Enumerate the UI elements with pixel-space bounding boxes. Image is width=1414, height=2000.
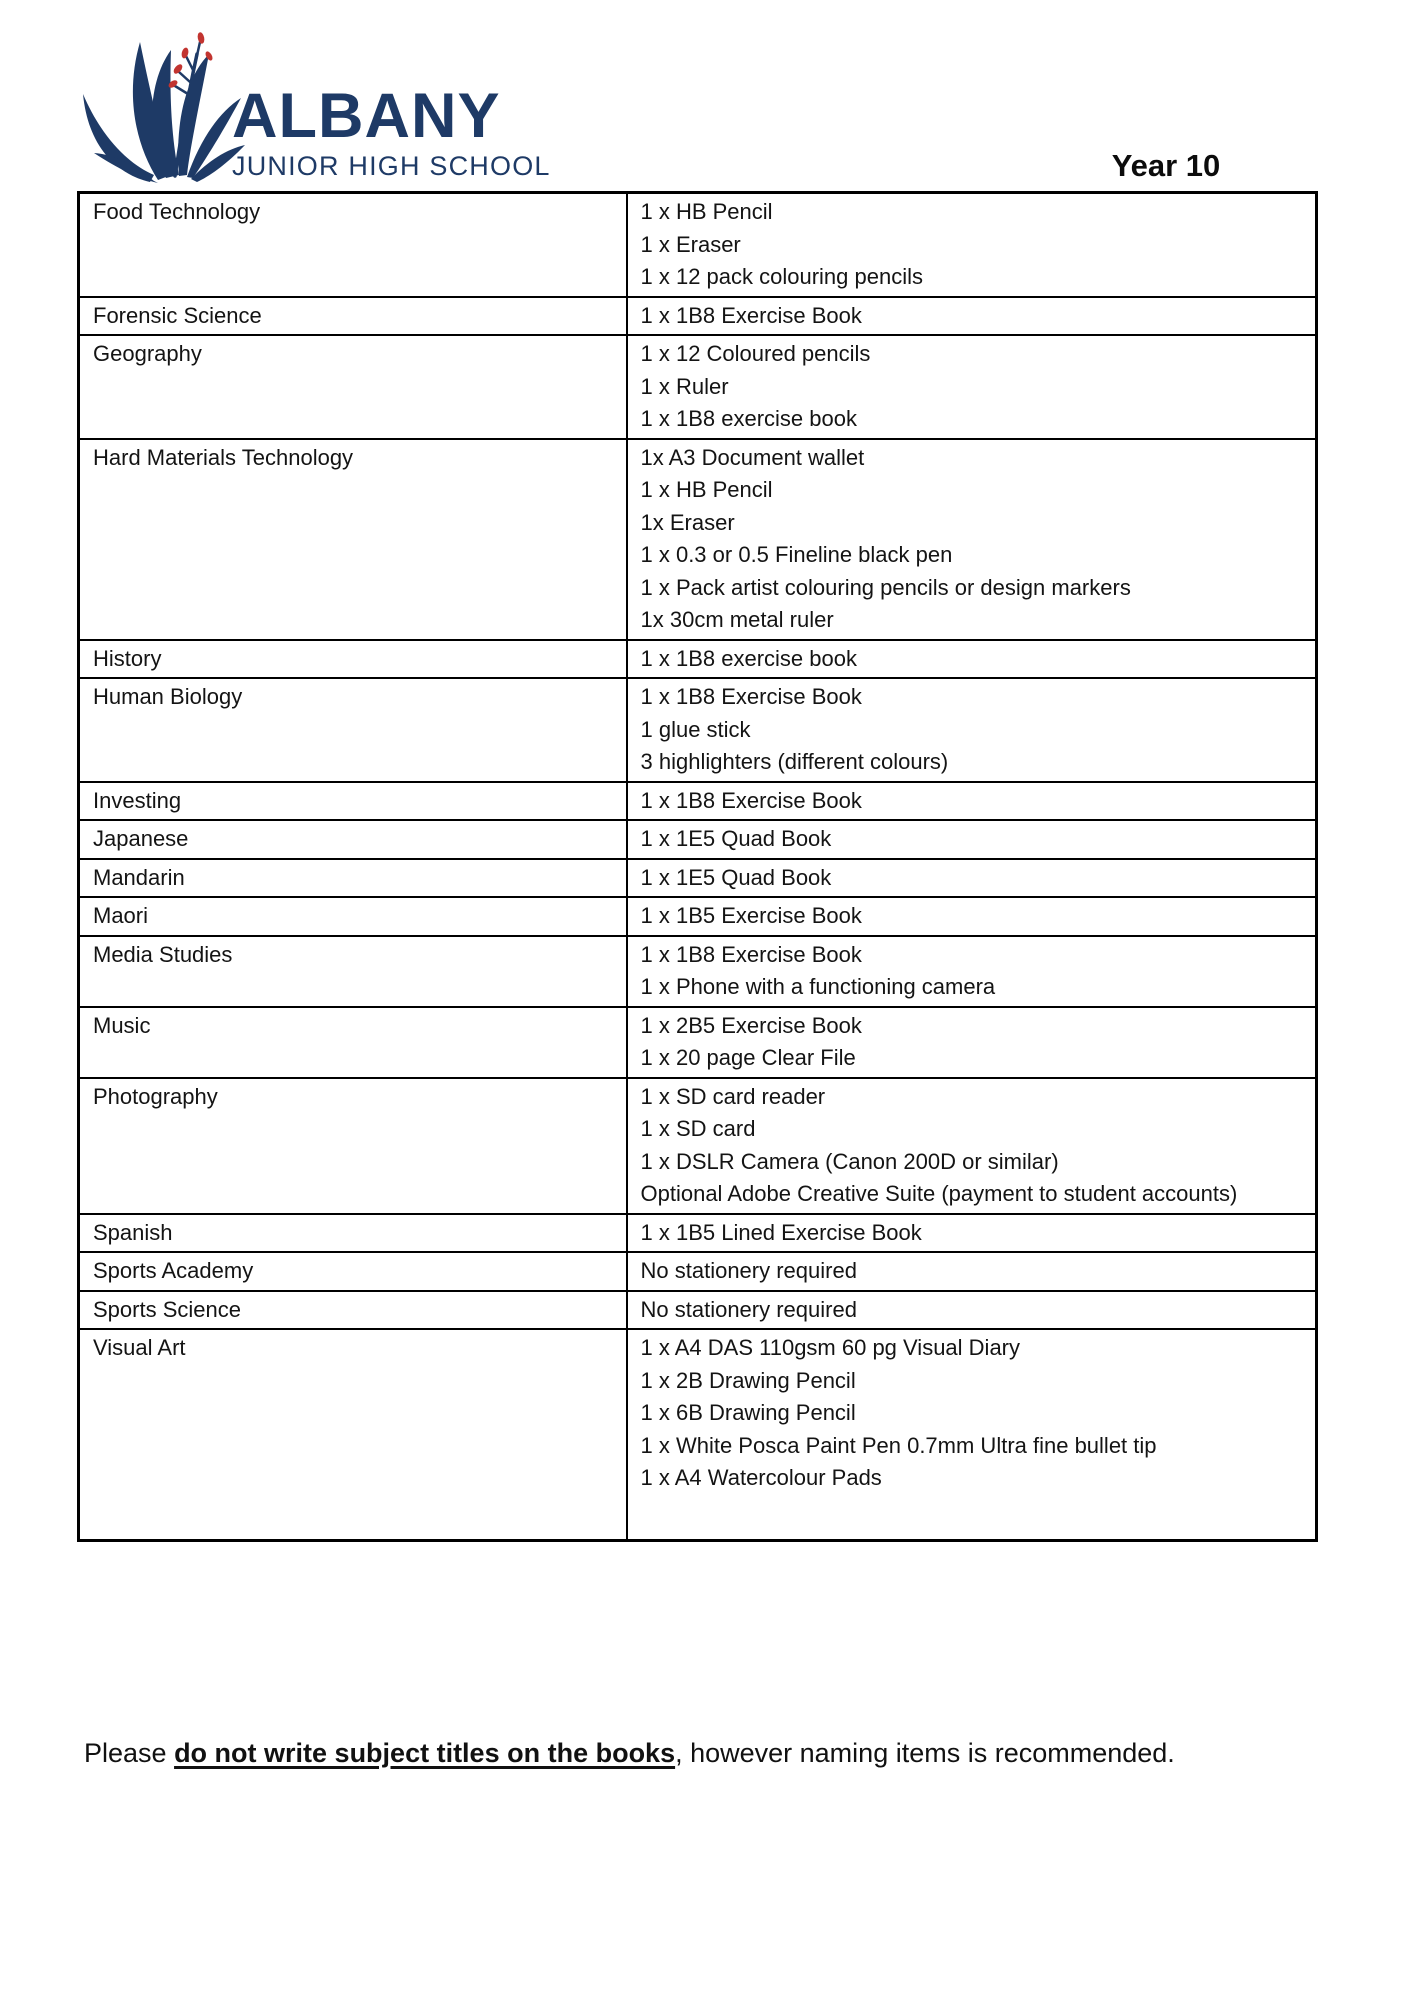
item-line: 1 x HB Pencil bbox=[640, 477, 773, 502]
items-cell bbox=[627, 859, 1317, 898]
subject-cell: Human Biology bbox=[79, 678, 627, 782]
subject-cell: Media Studies bbox=[79, 936, 627, 1007]
table-row bbox=[79, 335, 1317, 439]
item-line: 1 x DSLR Camera (Canon 200D or similar) bbox=[640, 1148, 1059, 1174]
item-line: 1 x 1E5 Quad Book bbox=[640, 826, 832, 851]
logo-subtitle: JUNIOR HIGH SCHOOL bbox=[232, 151, 551, 181]
item-line: 1x A3 Document wallet bbox=[640, 444, 865, 470]
item-line: 1 x Pack artist colouring pencils or design markers bbox=[640, 574, 1131, 600]
item-line: 1 x 1B8 exercise book bbox=[640, 645, 857, 671]
item-line: 3 highlighters (different colours) bbox=[640, 749, 949, 774]
items-cell bbox=[627, 1214, 1317, 1253]
table-row bbox=[79, 439, 1317, 640]
item-line: 1 x 1B8 exercise book bbox=[640, 406, 857, 431]
subject-cell: Spanish bbox=[79, 1214, 627, 1253]
items-cell bbox=[627, 1078, 1317, 1214]
subject-cell: Music bbox=[79, 1007, 627, 1078]
logo-title: ALBANY bbox=[232, 81, 501, 151]
table-row bbox=[79, 678, 1317, 782]
subject-cell: Visual Art bbox=[79, 1329, 627, 1540]
footer-note bbox=[84, 1736, 1364, 1771]
table-row bbox=[79, 859, 1317, 898]
items-cell bbox=[627, 193, 1317, 297]
table-row bbox=[79, 1214, 1317, 1253]
item-line: 1 x A4 DAS 110gsm 60 pg Visual Diary bbox=[640, 1335, 1020, 1360]
item-line: 1 x 1B8 Exercise Book bbox=[640, 941, 862, 967]
table-row bbox=[79, 640, 1317, 679]
items-cell bbox=[627, 820, 1317, 859]
item-line: 1 x 1B5 Exercise Book bbox=[640, 903, 862, 928]
items-cell bbox=[627, 936, 1317, 1007]
stationery-table bbox=[77, 191, 1318, 1542]
table-row bbox=[79, 193, 1317, 297]
year-label: Year 10 bbox=[1111, 148, 1221, 183]
table-row bbox=[79, 1007, 1317, 1078]
footer-suffix: , however naming items is recommended. bbox=[675, 1738, 1175, 1768]
item-line: 1 x HB Pencil bbox=[640, 199, 773, 224]
subject-cell: Food Technology bbox=[79, 193, 627, 297]
item-line: 1 x SD card reader bbox=[640, 1083, 826, 1109]
item-line: 1 x 2B Drawing Pencil bbox=[640, 1367, 856, 1393]
footer-emphasis: do not write subject titles on the books bbox=[174, 1738, 676, 1768]
items-cell bbox=[627, 782, 1317, 821]
items-cell bbox=[627, 1291, 1317, 1330]
item-line: 1 x 20 page Clear File bbox=[640, 1045, 856, 1070]
subject-cell: Sports Academy bbox=[79, 1252, 627, 1291]
table-row bbox=[79, 820, 1317, 859]
table-row bbox=[79, 1329, 1317, 1540]
item-line: 1 x A4 Watercolour Pads bbox=[640, 1465, 882, 1490]
items-cell bbox=[627, 1252, 1317, 1291]
item-line: 1 x 12 Coloured pencils bbox=[640, 341, 871, 366]
item-line: 1x 30cm metal ruler bbox=[640, 607, 834, 632]
table-row bbox=[79, 936, 1317, 1007]
item-line: 1 x Ruler bbox=[640, 373, 729, 399]
school-logo bbox=[78, 26, 551, 186]
items-cell bbox=[627, 439, 1317, 640]
table-row bbox=[79, 297, 1317, 336]
subject-cell: Photography bbox=[79, 1078, 627, 1214]
item-line: 1 glue stick bbox=[640, 716, 751, 742]
item-line: 1 x Phone with a functioning camera bbox=[640, 974, 996, 999]
table-row bbox=[79, 1078, 1317, 1214]
logo-text bbox=[232, 81, 551, 186]
subject-cell: Geography bbox=[79, 335, 627, 439]
items-cell bbox=[627, 335, 1317, 439]
subject-cell: Hard Materials Technology bbox=[79, 439, 627, 640]
items-cell bbox=[627, 1329, 1317, 1540]
item-line: No stationery required bbox=[640, 1258, 857, 1283]
item-line: 1 x 0.3 or 0.5 Fineline black pen bbox=[640, 542, 953, 567]
item-line: 1 x 1B5 Lined Exercise Book bbox=[640, 1219, 922, 1245]
subject-cell: Maori bbox=[79, 897, 627, 936]
item-line: Optional Adobe Creative Suite (payment to student accounts) bbox=[640, 1181, 1238, 1206]
footer-prefix: Please bbox=[84, 1738, 175, 1768]
item-line: No stationery required bbox=[640, 1296, 857, 1322]
items-cell bbox=[627, 297, 1317, 336]
table-row bbox=[79, 1252, 1317, 1291]
subject-cell: History bbox=[79, 640, 627, 679]
items-cell bbox=[627, 897, 1317, 936]
item-line: 1 x 2B5 Exercise Book bbox=[640, 1012, 862, 1038]
item-line: 1 x White Posca Paint Pen 0.7mm Ultra fine bullet tip bbox=[640, 1432, 1157, 1458]
item-line: 1 x 1B8 Exercise Book bbox=[640, 787, 862, 813]
item-line: 1 x 1E5 Quad Book bbox=[640, 864, 832, 890]
subject-cell: Forensic Science bbox=[79, 297, 627, 336]
table-row bbox=[79, 897, 1317, 936]
items-cell bbox=[627, 678, 1317, 782]
subject-cell: Investing bbox=[79, 782, 627, 821]
item-line: 1 x 6B Drawing Pencil bbox=[640, 1400, 856, 1425]
item-line: 1 x Eraser bbox=[640, 231, 741, 257]
item-line: 1 x SD card bbox=[640, 1116, 756, 1141]
subject-cell: Mandarin bbox=[79, 859, 627, 898]
subject-cell: Japanese bbox=[79, 820, 627, 859]
items-cell bbox=[627, 1007, 1317, 1078]
item-line: 1 x 1B8 Exercise Book bbox=[640, 684, 862, 709]
flax-plant-icon bbox=[78, 26, 248, 186]
item-line: 1x Eraser bbox=[640, 509, 735, 535]
table-row bbox=[79, 1291, 1317, 1330]
item-line: 1 x 12 pack colouring pencils bbox=[640, 264, 923, 289]
subject-cell: Sports Science bbox=[79, 1291, 627, 1330]
items-cell bbox=[627, 640, 1317, 679]
item-line: 1 x 1B8 Exercise Book bbox=[640, 302, 862, 328]
table-row bbox=[79, 782, 1317, 821]
